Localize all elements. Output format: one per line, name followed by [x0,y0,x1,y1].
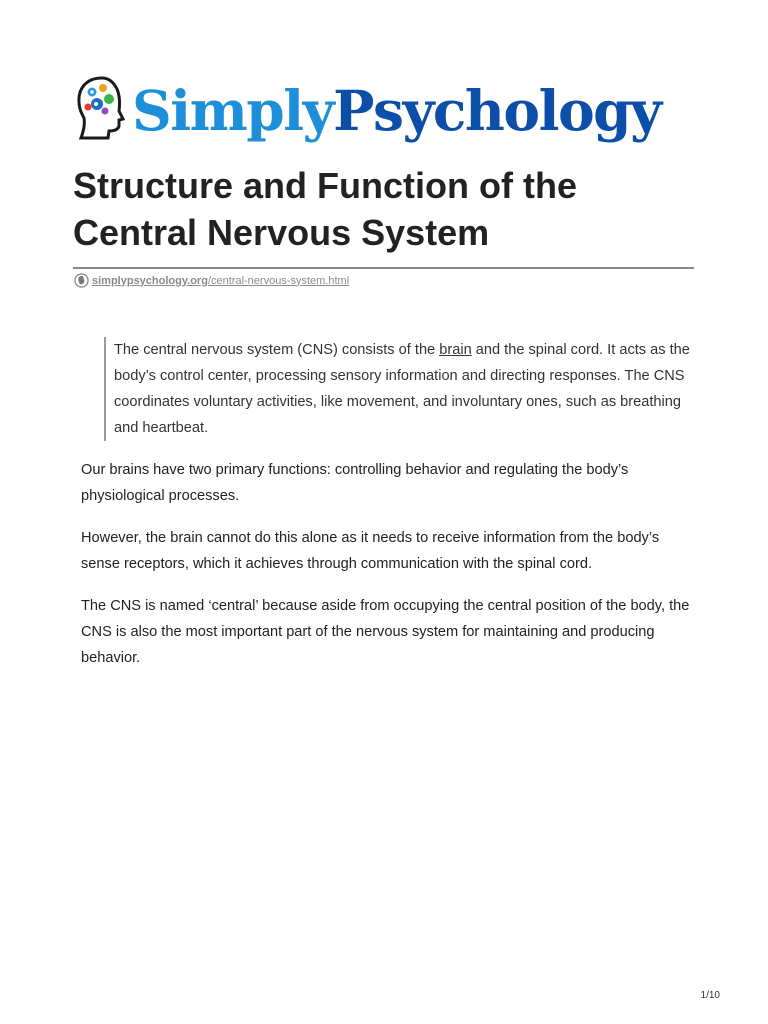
title-line-2: Central Nervous System [73,212,490,253]
brain-link[interactable]: brain [439,342,472,358]
site-logo[interactable] [72,68,694,152]
summary-text-after-link: and the spinal cord. It acts as the body’s control center, processing sensory information and directing responses. The CNS coordinates voluntary activities, like movement, and involuntary ones, such as breathing and heartbeat. [114,342,690,436]
logo-text-psychology: Psychology [333,77,661,143]
head-profile-gears-icon [72,74,128,146]
title-line-1: Structure and Function of the [73,165,577,206]
logo-text-simply: Simply [132,77,334,143]
body-paragraph-1: Our brains have two primary functions: controlling behavior and regulating the body’s physiological processes. [81,462,629,504]
source-url-link[interactable] [92,275,349,287]
source-domain: simplypsychology.org [92,274,208,287]
title-divider [73,267,694,269]
body-paragraph-3: The CNS is named ‘central’ because aside from occupying the central position of the body, the CNS is also the most important part of the nervous system for maintaining and producing behavior. [81,598,690,666]
source-path: /central-nervous-system.html [207,274,350,287]
article-body [81,457,693,687]
page-indicator: 1/10 [700,990,720,1001]
site-favicon-icon [74,273,89,288]
summary-text [114,337,699,441]
summary-text-before-link: The central nervous system (CNS) consists of the [114,342,440,358]
summary-blockquote [104,337,699,441]
body-paragraph-2: However, the brain cannot do this alone as it needs to receive information from the body’s sense receptors, which it achieves through communication with the spinal cord. [81,530,660,572]
source-line [74,273,349,288]
page-title [73,162,713,256]
